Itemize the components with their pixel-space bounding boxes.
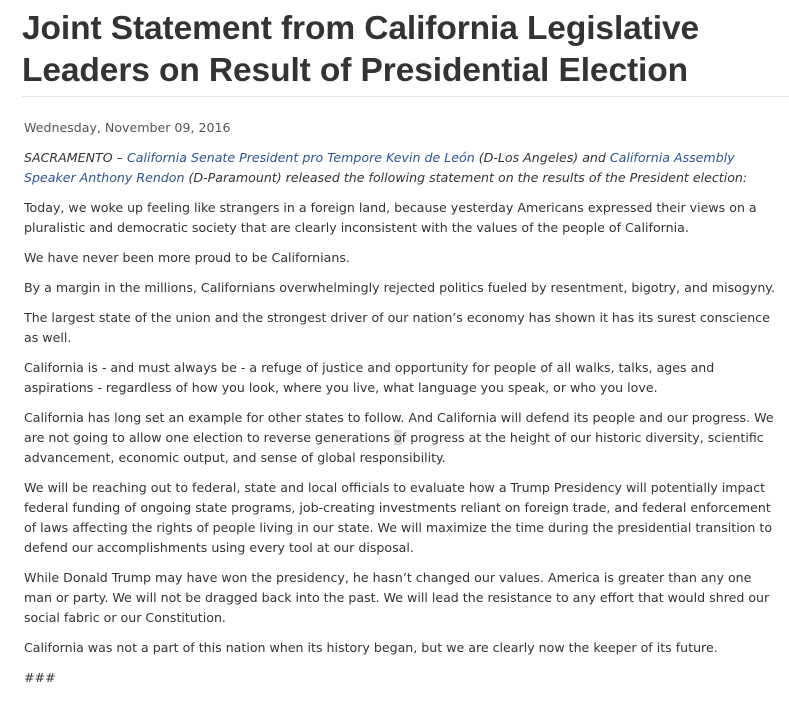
body-paragraph: California was not a part of this nation when its history began, but we are clearly now the keeper of its future. (24, 640, 718, 655)
body-paragraph: We have never been more proud to be Californians. (24, 250, 350, 265)
p6-after: f progress at the height of our historic diversity, scientific advancement, economic output, and sense of global responsibility. (24, 430, 764, 465)
article-body (24, 148, 776, 698)
dateline-separator: – (112, 150, 127, 165)
lead-party-1: (D-Los Angeles) and (474, 150, 610, 165)
lead-paragraph (24, 148, 776, 188)
body-paragraph: While Donald Trump may have won the presidency, he hasn’t changed our values. America is greater than any one man or party. We will not be dragged back into the past. We will lead the resistance to any effort that would shred our social fabric or our Constitution. (24, 570, 770, 625)
text-cursor-highlight: o (394, 430, 402, 445)
body-paragraph: By a margin in the millions, Californians overwhelmingly rejected politics fueled by resentment, bigotry, and misogyny. (24, 280, 775, 295)
dateline: SACRAMENTO (24, 150, 113, 165)
body-paragraph: We will be reaching out to federal, state and local officials to evaluate how a Trump Presidency will potentially impact federal funding of ongoing state programs, job-creating investments reliant on foreign trade, and federal enforcement of laws affecting the rights of people living in our state. We will maximize the time during the presidential transition to defend our accomplishments using every tool at our disposal. (24, 480, 773, 555)
end-marker: ### (24, 670, 56, 685)
body-paragraph: The largest state of the union and the strongest driver of our nation’s economy has shown it has its surest conscience as well. (24, 310, 770, 345)
body-paragraph: Today, we woke up feeling like strangers in a foreign land, because yesterday Americans expressed their views on a pluralistic and democratic society that are clearly inconsistent with the values of the people of California. (24, 200, 757, 235)
body-paragraph (24, 408, 776, 468)
title-divider (22, 96, 789, 97)
p6-before: California has long set an example for other states to follow. And California will defend its people and our progress. We are not going to allow one election to reverse generations (24, 410, 774, 445)
assembly-speaker-link[interactable]: California Assembly Speaker Anthony Rendon (24, 150, 735, 185)
body-paragraph: California is - and must always be - a refuge of justice and opportunity for people of all walks, talks, ages and aspirations - regardless of how you look, where you live, what language you speak, or who you love. (24, 360, 715, 395)
senate-president-link[interactable]: California Senate President pro Tempore Kevin de León (126, 150, 475, 165)
article-date: Wednesday, November 09, 2016 (24, 120, 231, 135)
lead-rest: (D-Paramount) released the following statement on the results of the President election: (184, 170, 748, 185)
page-title: Joint Statement from California Legislative Leaders on Result of Presidential Election (22, 10, 700, 89)
